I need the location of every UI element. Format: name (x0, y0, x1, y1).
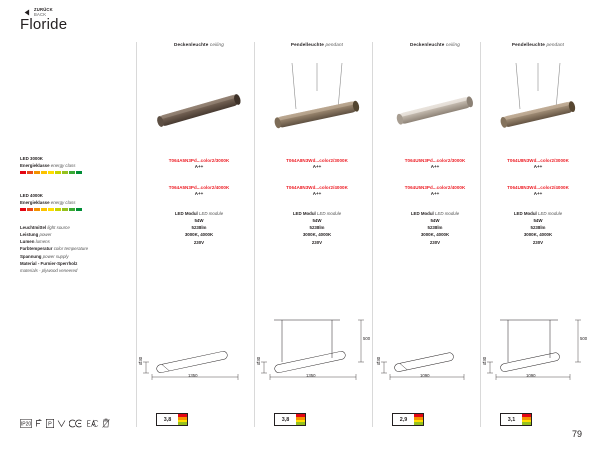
column-3-length: 1090 (420, 373, 430, 378)
column-1-product-image (140, 51, 258, 156)
column-2-diameter: Ø30 (256, 356, 261, 365)
column-4-module-en: LED module (538, 210, 563, 216)
protection-class-icon (46, 419, 54, 428)
spec-labels-3000k (20, 155, 130, 174)
label-lumen: Lumen (20, 239, 35, 245)
column-4-diameter: Ø30 (482, 356, 487, 365)
column-3-class-4000k: A++ (430, 190, 440, 196)
column-3-specs (376, 210, 494, 246)
column-4-codes (484, 158, 592, 198)
column-3-code-4000k: T064U5N3Pd...color2/4000K (404, 184, 466, 190)
column-4-dimension-drawing (482, 318, 588, 385)
label-led-4000k: LED 4000K (20, 193, 43, 198)
label-power: Leistung (20, 232, 39, 238)
column-2-specs (258, 210, 376, 246)
ip20-icon (20, 419, 32, 428)
label-cct-en: color temperature (53, 246, 89, 252)
column-4-power: 54W (533, 217, 543, 223)
label-lightsource-en: light source (47, 225, 70, 230)
column-3-dimension-drawing (376, 340, 480, 385)
column-4-voltage: 230V (532, 239, 544, 245)
column-3-badge-swatches (414, 414, 423, 425)
column-2-code-3000k: T064A8N3Wd...color2/3000K (286, 158, 348, 163)
label-lumen-en: lumens (35, 239, 50, 245)
column-3-heading-en: ceiling (445, 42, 460, 47)
column-4-class-3000k: A++ (533, 164, 543, 170)
label-material-en: materials - plywood veneered (20, 267, 78, 273)
column-3-codes (376, 158, 494, 198)
column-3-power: 54W (430, 217, 440, 223)
column-2-dimension-drawing (256, 318, 371, 385)
column-4-module-de: LED Modul (513, 210, 537, 216)
column-2-length: 1350 (306, 373, 316, 378)
column-2-badge-value: 3,8 (281, 416, 290, 423)
column-3-code-3000k: T064U5N3Pd...color2/3000K (404, 158, 466, 163)
column-1-heading-en: ceiling (209, 42, 224, 47)
product-column-2 (258, 42, 376, 246)
column-2-badge-swatches (296, 414, 305, 425)
column-4-product-image (484, 51, 592, 156)
column-4-drop: 500 (580, 336, 588, 341)
column-1-module-de: LED Modul (174, 210, 198, 216)
label-material: Material (20, 260, 37, 266)
column-3-heading-de: Deckenleuchte (410, 42, 445, 47)
column-1-length: 1350 (188, 373, 198, 378)
label-energyclass-2-en: energy class (50, 200, 76, 206)
column-2-heading (258, 42, 376, 47)
column-4-heading (484, 42, 592, 47)
column-1-energy-badge (156, 413, 188, 426)
column-3-heading (376, 42, 494, 47)
column-2-module-en: LED module (317, 210, 342, 216)
column-2-cct: 3000K, 4000K (302, 232, 332, 238)
column-4-heading-de: Pendelleuchte (511, 42, 545, 47)
column-1-cct: 3000K, 4000K (184, 232, 214, 238)
product-column-3 (376, 42, 494, 246)
label-voltage: Spannung (20, 253, 42, 259)
column-2-heading-de: Pendelleuchte (290, 42, 324, 47)
column-4-energy-badge (500, 413, 532, 426)
label-power-en: power (39, 232, 52, 238)
label-led-3000k: LED 3000K (20, 156, 43, 161)
column-3-cct: 3000K, 4000K (420, 232, 450, 238)
eac-mark-icon (86, 419, 99, 428)
page-title: Floride (20, 16, 68, 33)
column-1-code-3000k: T064A5N3Pd...color2/3000K (168, 158, 230, 163)
label-energyclass: Energieklasse (20, 163, 50, 169)
column-4-badge-swatches (522, 414, 531, 425)
column-divider (136, 42, 137, 427)
column-4-cct: 3000K, 4000K (523, 232, 553, 238)
f-mark-icon (35, 419, 43, 428)
column-2-energy-badge (274, 413, 306, 426)
column-1-power: 54W (194, 217, 204, 223)
column-1-heading-de: Deckenleuchte (174, 42, 209, 47)
energy-scale-3000k (20, 171, 130, 174)
column-1-diameter: Ø30 (138, 356, 143, 365)
column-4-badge-value: 3,1 (507, 416, 516, 423)
product-column-4 (484, 42, 592, 246)
column-4-length: 1090 (526, 373, 536, 378)
column-4-heading-en: pendant (546, 42, 565, 47)
column-3-energy-badge (392, 413, 424, 426)
column-2-class-4000k: A++ (312, 190, 322, 196)
column-1-class-3000k: A++ (194, 164, 204, 170)
column-3-voltage: 230V (429, 239, 441, 245)
svg-text:P: P (48, 421, 52, 427)
back-label-en: BACK (34, 11, 47, 17)
column-1-dimension-drawing (138, 340, 252, 385)
column-1-voltage: 230V (193, 239, 205, 245)
column-2-lumen: 5238lm (309, 225, 325, 231)
certification-icons (20, 418, 110, 428)
column-1-badge-swatches (178, 414, 187, 425)
label-lightsource: Leuchtmittel (20, 225, 47, 230)
page-number: 79 (571, 429, 582, 439)
energy-scale-4000k (20, 208, 130, 211)
column-2-drop: 500 (363, 336, 371, 341)
column-2-power: 54W (312, 217, 322, 223)
label-material-value: - Furnier-Sperrholz (37, 260, 78, 266)
column-2-voltage: 230V (311, 239, 323, 245)
label-energyclass-2: Energieklasse (20, 200, 50, 206)
svg-text:IP20: IP20 (20, 421, 32, 427)
spec-labels-technical (20, 224, 130, 274)
column-2-product-image (258, 51, 376, 156)
column-1-module-en: LED module (199, 210, 224, 216)
column-4-specs (484, 210, 592, 246)
column-3-module-en: LED module (435, 210, 460, 216)
waste-bin-icon (102, 418, 110, 428)
product-column-1 (140, 42, 258, 246)
column-3-module-de: LED Modul (410, 210, 434, 216)
column-3-lumen: 5238lm (427, 225, 443, 231)
column-2-class-3000k: A++ (312, 164, 322, 170)
column-2-code-4000k: T064A8N3Wd...color2/4000K (286, 184, 348, 190)
column-3-class-3000k: A++ (430, 164, 440, 170)
column-4-code-4000k: T064U8N3Wd...color2/4000K (507, 184, 569, 190)
column-1-codes (140, 158, 258, 198)
column-1-code-4000k: T064A5N3Pd...color2/4000K (168, 184, 230, 190)
column-2-codes (258, 158, 376, 198)
column-3-diameter: Ø30 (376, 356, 381, 365)
label-energyclass-en: energy class (50, 163, 76, 169)
column-2-module-de: LED Modul (292, 210, 316, 216)
column-4-code-3000k: T064U8N3Wd...color2/3000K (507, 158, 569, 163)
v-mark-icon (57, 419, 66, 428)
column-1-specs (140, 210, 258, 246)
label-cct: Farbtemperatur (20, 246, 53, 252)
column-1-heading (140, 42, 258, 47)
column-4-lumen: 5238lm (530, 225, 546, 231)
column-1-badge-value: 3,8 (163, 416, 172, 423)
column-3-product-image (376, 51, 494, 156)
column-3-badge-value: 2,9 (399, 416, 408, 423)
column-4-class-4000k: A++ (533, 190, 543, 196)
back-label-de: ZURÜCK (34, 7, 53, 13)
column-1-class-4000k: A++ (194, 190, 204, 196)
column-1-lumen: 5238lm (191, 225, 207, 231)
spec-labels-4000k (20, 192, 130, 211)
column-2-heading-en: pendant (325, 42, 344, 47)
ce-mark-icon (69, 419, 83, 428)
label-voltage-en: power supply (42, 253, 69, 259)
